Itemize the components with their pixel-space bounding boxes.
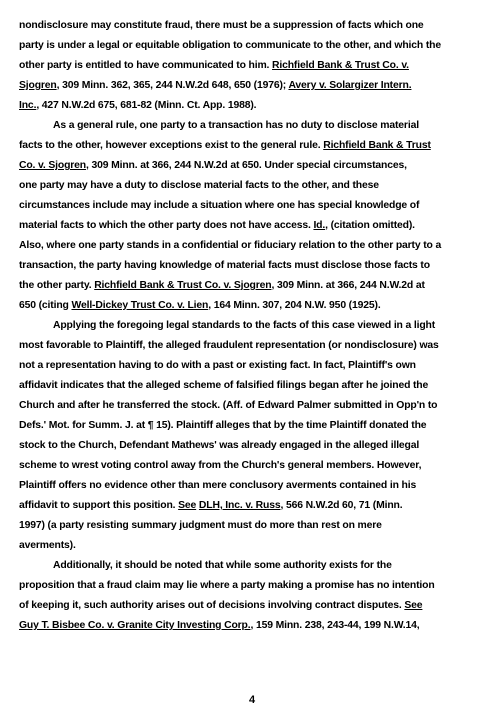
text-line — [19, 196, 489, 216]
text-run: the other party. — [19, 280, 95, 291]
case-citation: Richfield Bank & Trust Co. v. — [272, 60, 409, 71]
text-line — [19, 336, 489, 356]
case-citation: See — [178, 500, 197, 511]
text-line — [19, 216, 489, 236]
text-run: party is under a legal or equitable obligation to communicate to the other, and which the — [19, 40, 441, 51]
text-run: material facts to which the other party does not have access. — [19, 220, 314, 231]
text-run: 650 (citing — [19, 300, 72, 311]
page-number: 4 — [248, 694, 256, 706]
text-run: of keeping it, such authority arises out of decisions involving contract disputes. — [19, 600, 405, 611]
text-run: Also, where one party stands in a confidential or fiduciary relation to the other party to a — [19, 240, 442, 251]
text-line — [19, 476, 489, 496]
text-run: one party may have a duty to disclose material facts to the other, and these — [19, 180, 379, 191]
case-citation: Richfield Bank & Trust Co. v. Sjogren — [94, 280, 272, 291]
text-line — [19, 536, 489, 556]
case-citation: Id. — [313, 220, 326, 231]
text-run: , 309 Minn. 362, 365, 244 N.W.2d 648, 650 (1976); — [56, 80, 289, 91]
text-line — [19, 576, 489, 596]
text-run: Additionally, it should be noted that while some authority exists for the — [53, 560, 392, 571]
text-run: most favorable to Plaintiff, the alleged fraudulent representation (or nondisclosure) was — [19, 340, 439, 351]
text-run: Applying the foregoing legal standards to the facts of this case viewed in a light — [53, 320, 436, 331]
text-line — [19, 136, 489, 156]
case-citation: Co. v. Sjogren — [19, 160, 86, 171]
text-run: other party is entitled to have communicated to him. — [19, 60, 273, 71]
text-line — [19, 176, 489, 196]
text-run: facts to the other, however exceptions exist to the general rule. — [19, 140, 324, 151]
text-line — [19, 616, 489, 636]
case-citation: Well-Dickey Trust Co. v. Lien — [71, 300, 209, 311]
text-run: , 427 N.W.2d 675, 681-82 (Minn. Ct. App. 1988). — [36, 100, 257, 111]
text-run: As a general rule, one party to a transaction has no duty to disclose material — [53, 120, 419, 131]
text-line — [19, 416, 489, 436]
text-line — [19, 96, 489, 116]
text-run: transaction, the party having knowledge of material facts must disclose those facts to — [19, 260, 430, 271]
case-citation: See — [404, 600, 423, 611]
text-line — [19, 76, 489, 96]
case-citation: Richfield Bank & Trust — [323, 140, 431, 151]
text-line — [19, 596, 489, 616]
text-line — [19, 276, 489, 296]
text-run: Plaintiff offers no evidence other than mere conclusory averments contained in his — [19, 480, 417, 491]
text-line — [19, 156, 489, 176]
text-run: averments). — [19, 540, 76, 551]
text-run: , 164 Minn. 307, 204 N.W. 950 (1925). — [208, 300, 381, 311]
text-run: , 566 N.W.2d 60, 71 (Minn. — [280, 500, 403, 511]
text-run: circumstances include may include a situation where one has special knowledge of — [19, 200, 420, 211]
text-line — [19, 296, 489, 316]
case-citation: Avery v. Solargizer Intern. — [288, 80, 412, 91]
body-text — [19, 16, 489, 636]
text-run: Defs.' Mot. for Summ. J. at ¶ 15). Plaintiff alleges that by the time Plaintiff donated the — [19, 420, 427, 431]
text-line — [19, 56, 489, 76]
text-line — [19, 556, 489, 576]
text-line — [19, 496, 489, 516]
text-run: affidavit indicates that the alleged scheme of falsified filings began after he joined the — [19, 380, 429, 391]
text-run: , (citation omitted). — [325, 220, 415, 231]
case-citation: Inc. — [19, 100, 37, 111]
text-run: nondisclosure may constitute fraud, there must be a suppression of facts which one — [19, 20, 424, 31]
text-line — [19, 396, 489, 416]
text-run: , 309 Minn. at 366, 244 N.W.2d at — [271, 280, 425, 291]
case-citation: Sjogren — [19, 80, 57, 91]
text-run: scheme to wrest voting control away from the Church's general members. However, — [19, 460, 422, 471]
text-line — [19, 436, 489, 456]
case-citation: Guy T. Bisbee Co. v. Granite City Investing Corp. — [19, 620, 251, 631]
text-run: not a representation having to do with a past or existing fact. In fact, Plaintiff's own — [19, 360, 416, 371]
text-run: stock to the Church, Defendant Mathews' was already engaged in the alleged illegal — [19, 440, 420, 451]
text-run: , 159 Minn. 238, 243-44, 199 N.W.14, — [250, 620, 420, 631]
text-line — [19, 376, 489, 396]
case-citation: DLH, Inc. v. Russ — [198, 500, 281, 511]
text-run: proposition that a fraud claim may lie where a party making a promise has no intention — [19, 580, 435, 591]
text-line — [19, 356, 489, 376]
text-line — [19, 116, 489, 136]
text-line — [19, 36, 489, 56]
text-line — [19, 236, 489, 256]
text-line — [19, 256, 489, 276]
text-line — [19, 516, 489, 536]
text-run: Church and after he transferred the stock. (Aff. of Edward Palmer submitted in Opp'n to — [19, 400, 438, 411]
text-line — [19, 316, 489, 336]
text-run: 1997) (a party resisting summary judgment must do more than rest on mere — [19, 520, 382, 531]
text-line — [19, 16, 489, 36]
text-run: , 309 Minn. at 366, 244 N.W.2d at 650. Under special circumstances, — [86, 160, 407, 171]
text-line — [19, 456, 489, 476]
text-run: affidavit to support this position. — [19, 500, 179, 511]
